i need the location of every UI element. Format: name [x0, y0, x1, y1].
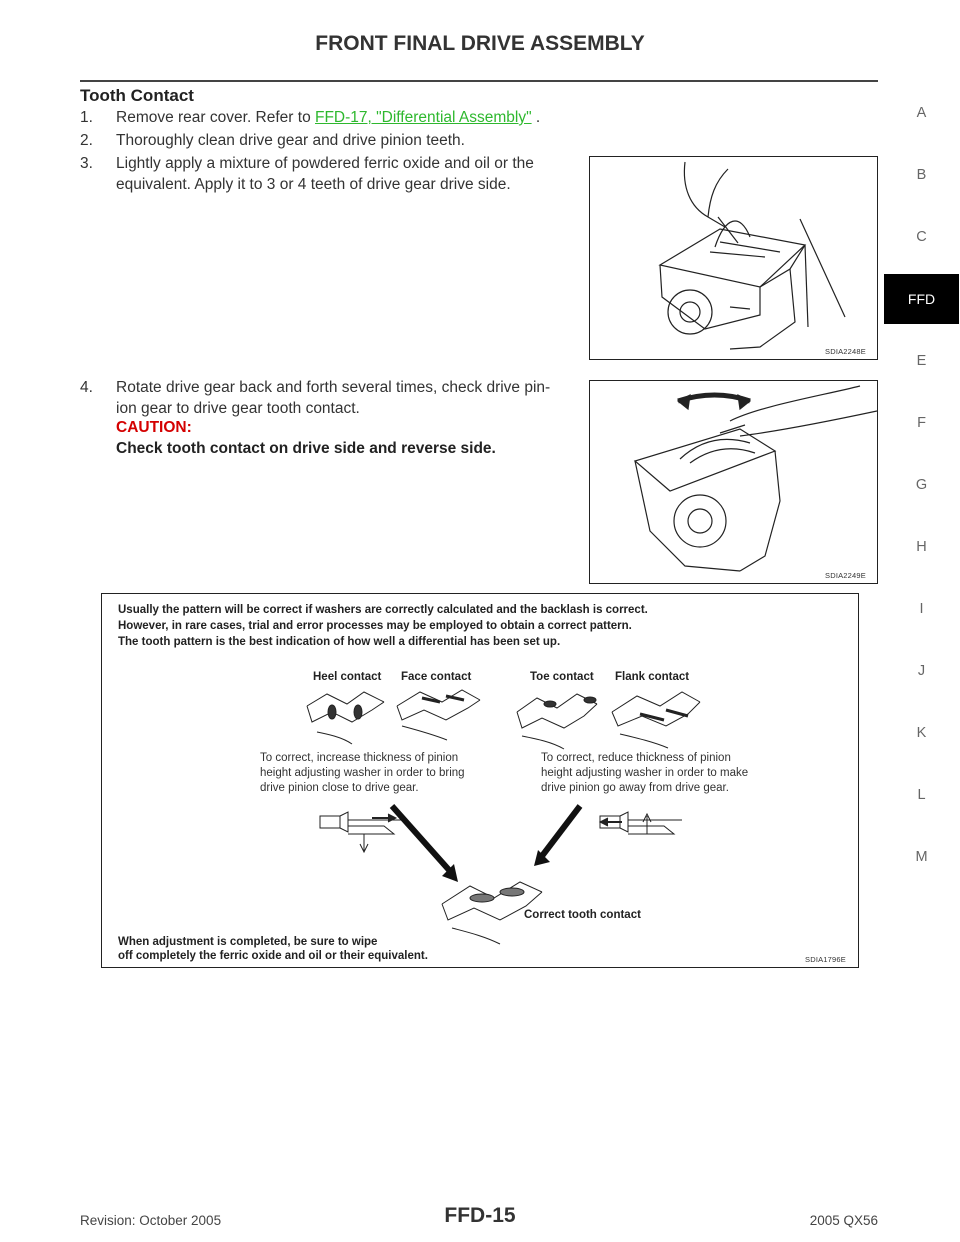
figure-rotate-drive-gear-illustration: [589, 380, 878, 584]
step-text-line-1: Rotate drive gear back and forth several times, check drive pin-: [116, 379, 551, 396]
figure-id: SDIA2249E: [825, 571, 866, 580]
step-text-line-2: ion gear to drive gear tooth contact.: [116, 400, 360, 417]
diagram-intro-line-2: However, in rare cases, trial and error processes may be employed to obtain a correct pattern.: [118, 620, 632, 632]
section-heading: Tooth Contact: [80, 86, 194, 105]
step-number: 2.: [80, 132, 93, 149]
side-index-c[interactable]: C: [916, 229, 927, 245]
side-index-f[interactable]: F: [917, 415, 926, 431]
step-number: 1.: [80, 109, 93, 126]
diagram-intro-line-1: Usually the pattern will be correct if washers are correctly calculated and the backlash is correct.: [118, 604, 648, 616]
figure-illustration: [590, 157, 877, 359]
tooth-contact-diagram: [101, 593, 859, 968]
caution-label: CAUTION:: [116, 419, 192, 436]
page-title: FRONT FINAL DRIVE ASSEMBLY: [315, 32, 645, 55]
reference-link-differential-assembly[interactable]: FFD-17, "Differential Assembly": [315, 109, 532, 126]
arrow-to-correct-contact: [392, 806, 449, 870]
side-index-l[interactable]: L: [917, 787, 926, 803]
figure-id: SDIA2248E: [825, 347, 866, 356]
left-correction-line-1: To correct, increase thickness of pinion: [260, 752, 459, 764]
arrow-to-correct-contact-right: [542, 806, 580, 856]
right-correction-line-3: drive pinion go away from drive gear.: [541, 782, 729, 794]
side-index-m[interactable]: M: [915, 849, 928, 865]
step-text-line-1: Lightly apply a mixture of powdered ferric oxide and oil or the: [116, 155, 534, 172]
toe-contact-tooth-icon: [517, 694, 597, 749]
diagram-final-line-1: When adjustment is completed, be sure to wipe: [118, 936, 378, 948]
step-1: [80, 107, 580, 129]
side-index-i[interactable]: I: [919, 601, 924, 617]
step-2: [80, 130, 580, 152]
side-index-e[interactable]: E: [916, 353, 927, 369]
diagram-intro-line-3: The tooth pattern is the best indication of how well a differential has been set up.: [118, 636, 561, 648]
right-correction-line-1: To correct, reduce thickness of pinion: [541, 752, 731, 764]
caution-text: Check tooth contact on drive side and reverse side.: [116, 440, 496, 457]
side-index-g[interactable]: G: [915, 477, 928, 493]
left-pinion-adjustment-icon: [320, 812, 402, 852]
label-heel-contact: Heel contact: [313, 671, 382, 683]
label-correct-tooth-contact: Correct tooth contact: [524, 909, 641, 921]
side-index-ffd-active[interactable]: FFD: [884, 274, 959, 324]
step-text: Thoroughly clean drive gear and drive pinion teeth.: [116, 132, 465, 149]
figure-rear-cover-illustration: [589, 156, 878, 360]
label-toe-contact: Toe contact: [530, 671, 594, 683]
header-rule: [80, 80, 878, 82]
label-face-contact: Face contact: [401, 671, 472, 683]
footer-page-number: FFD-15: [444, 1204, 516, 1227]
heel-contact-tooth-icon: [307, 692, 384, 744]
step-text: Remove rear cover. Refer to FFD-17, "Differential Assembly" .: [116, 109, 541, 126]
right-pinion-adjustment-icon: [600, 812, 682, 834]
side-index-j[interactable]: J: [917, 663, 926, 679]
step-3: [80, 153, 580, 197]
step-number: 4.: [80, 379, 93, 396]
side-index-h[interactable]: H: [916, 539, 927, 555]
side-index-k[interactable]: K: [916, 725, 927, 741]
side-index-a[interactable]: A: [916, 105, 927, 121]
right-correction-line-2: height adjusting washer in order to make: [541, 767, 749, 779]
step-4: [80, 377, 580, 421]
label-flank-contact: Flank contact: [615, 671, 690, 683]
figure-id: SDIA1796E: [805, 955, 846, 964]
left-correction-line-2: height adjusting washer in order to bring: [260, 767, 465, 779]
left-correction-line-3: drive pinion close to drive gear.: [260, 782, 419, 794]
footer-model: 2005 QX56: [809, 1213, 878, 1228]
side-index-b[interactable]: B: [916, 167, 927, 183]
flank-contact-tooth-icon: [612, 692, 700, 748]
step-text-line-2: equivalent. Apply it to 3 or 4 teeth of drive gear drive side.: [116, 176, 511, 193]
step-number: 3.: [80, 155, 93, 172]
face-contact-tooth-icon: [397, 690, 480, 740]
footer-revision: Revision: October 2005: [80, 1213, 222, 1228]
figure-illustration: [590, 381, 877, 583]
diagram-final-line-2: off completely the ferric oxide and oil or their equivalent.: [118, 950, 428, 962]
